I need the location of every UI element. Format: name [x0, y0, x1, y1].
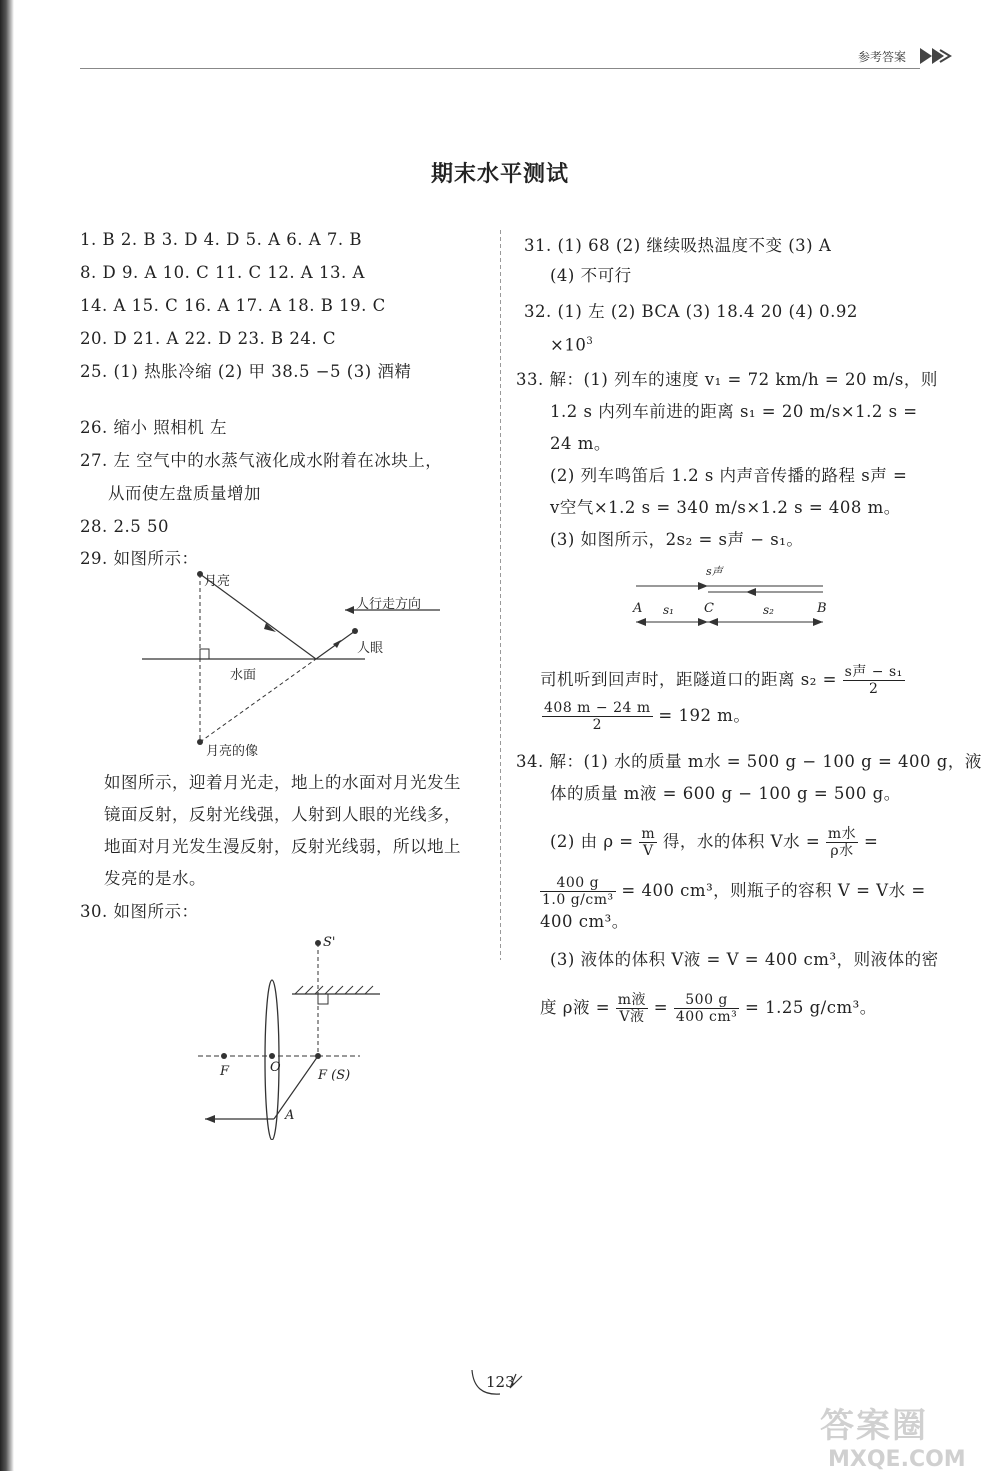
label-eye: 人眼	[357, 641, 384, 656]
watermark-brand: 答案圈	[820, 1406, 928, 1446]
answer-34-line2: 体的质量 m液 = 600 g − 100 g = 500 g。	[550, 784, 901, 803]
label-a: A	[285, 1108, 295, 1123]
fraction-numerator: m水	[827, 826, 857, 842]
label-direction: 人行走方向	[356, 597, 422, 612]
answer-33-line6: (3) 如图所示，2s₂ = s声 − s₁。	[550, 530, 804, 549]
fraction-denominator: ρ水	[830, 843, 854, 859]
answer-26: 26. 缩小 照相机 左	[80, 418, 227, 437]
answers-1-7: 1. B 2. B 3. D 4. D 5. A 6. A 7. B	[80, 230, 363, 249]
label-water: 水面	[230, 668, 257, 683]
answer-33-line5: v空气×1.2 s = 340 m/s×1.2 s = 408 m。	[550, 498, 901, 517]
fraction-denominator: V液	[619, 1009, 645, 1025]
fraction-denominator: 2	[592, 717, 603, 733]
watermark-logo	[820, 1398, 990, 1472]
label-s-sound: s声	[706, 565, 723, 578]
density-fraction-2	[674, 992, 739, 1025]
answer-31-cont: (4) 不可行	[550, 266, 632, 285]
page-title: 期末水平测试	[430, 161, 569, 187]
answer-28: 28. 2.5 50	[80, 517, 169, 536]
diagram-29-moon-reflection	[130, 560, 460, 760]
label-point-a: A	[633, 601, 643, 616]
binding-edge	[0, 0, 14, 1471]
water-volume-text: 得，水的体积 V水 =	[662, 832, 821, 851]
answer-32-exponent: 3	[586, 336, 594, 347]
label-point-b: B	[817, 601, 827, 616]
fraction-numerator: 408 m − 24 m	[544, 700, 651, 716]
explanation-29-line1: 如图所示，迎着月光走，地上的水面对月光发生	[104, 773, 461, 792]
bottle-volume-text: = 400 cm³，则瓶子的容积 V = V水 =	[621, 881, 926, 900]
fraction-numerator: 400 g	[540, 875, 616, 892]
fraction-numerator: 500 g	[674, 992, 739, 1009]
distance-text: 司机听到回声时，距隧道口的距离 s₂ =	[540, 670, 837, 689]
result-value: = 192 m。	[658, 706, 751, 725]
label-s-prime: S'	[323, 935, 336, 950]
explanation-29-line2: 镜面反射，反射光线强，人射到人眼的光线多，	[104, 805, 461, 824]
answer-32-factor: ×10	[550, 335, 587, 355]
volume-fraction	[540, 875, 616, 908]
page-number: 123	[486, 1373, 515, 1391]
header-section: 参考答案	[858, 50, 907, 64]
density-fraction-1	[616, 992, 648, 1025]
water-volume-fraction	[826, 826, 858, 859]
answer-27-cont: 从而使左盘质量增加	[108, 484, 261, 503]
liquid-density-text: 度 ρ液 =	[540, 998, 611, 1017]
answer-32: 32. (1) 左 (2) BCA (3) 18.4 20 (4) 0.92	[524, 302, 858, 321]
label-f-right: F (S)	[318, 1068, 351, 1083]
answer-34-line4	[540, 875, 926, 908]
label-moon-image: 月亮的像	[206, 744, 259, 759]
answer-34-line5: 400 cm³。	[540, 912, 629, 931]
double-arrow-icon	[918, 44, 954, 68]
fraction-numerator: m	[641, 826, 656, 842]
distance-fraction	[843, 664, 905, 697]
answers-8-13: 8. D 9. A 10. C 11. C 12. A 13. A	[80, 263, 365, 282]
answer-33-result	[542, 700, 750, 733]
answer-33-line3: 24 m。	[550, 434, 611, 453]
answer-34-line6: (3) 液体的体积 V液 = V = 400 cm³，则液体的密	[550, 950, 939, 969]
answer-33-line4: (2) 列车鸣笛后 1.2 s 内声音传播的路程 s声 =	[550, 466, 908, 485]
label-point-c: C	[704, 601, 714, 616]
answers-20-24: 20. D 21. A 22. D 23. B 24. C	[80, 329, 337, 348]
equals-sign: =	[863, 832, 879, 851]
column-divider	[500, 230, 501, 960]
fraction-numerator: m液	[617, 992, 647, 1008]
fraction-denominator: 2	[869, 681, 879, 697]
label-s1: s₁	[663, 603, 674, 617]
answers-14-19: 14. A 15. C 16. A 17. A 18. B 19. C	[80, 296, 386, 315]
label-o: O	[270, 1060, 281, 1075]
answer-33-line1: 33. 解：(1) 列车的速度 v₁ = 72 km/h = 20 m/s，则	[516, 370, 938, 389]
answer-34-line3	[550, 826, 878, 859]
result-fraction	[542, 700, 653, 733]
fraction-denominator: V	[642, 843, 654, 859]
fraction-denominator: 1.0 g/cm³	[542, 892, 614, 908]
explanation-29-line4: 发亮的是水。	[104, 869, 206, 888]
answer-34-line1: 34. 解：(1) 水的质量 m水 = 500 g − 100 g = 400 g，液	[516, 752, 982, 771]
diagram-33-echo	[628, 578, 828, 628]
page-number-swoosh	[466, 1362, 536, 1402]
fraction-numerator: s声 − s₁	[844, 664, 903, 680]
density-result: = 1.25 g/cm³。	[745, 998, 877, 1017]
answer-29: 29. 如图所示：	[80, 549, 199, 568]
equals-sign: =	[653, 998, 669, 1017]
label-f-left: F	[220, 1064, 230, 1079]
answer-25: 25. (1) 热胀冷缩 (2) 甲 38.5 −5 (3) 酒精	[80, 362, 412, 381]
watermark-site: MXQE.COM	[828, 1447, 966, 1472]
answer-33-distance	[540, 664, 905, 697]
fraction-denominator: 400 cm³	[675, 1009, 738, 1025]
answer-33-line2: 1.2 s 内列车前进的距离 s₁ = 20 m/s×1.2 s =	[550, 402, 918, 421]
label-moon: 月亮	[204, 574, 231, 589]
density-intro: (2) 由 ρ =	[550, 832, 634, 851]
answer-34-line7	[540, 992, 877, 1025]
explanation-29-line3: 地面对月光发生漫反射，反射光线弱，所以地上	[104, 837, 461, 856]
label-s2: s₂	[763, 603, 774, 617]
answer-31: 31. (1) 68 (2) 继续吸热温度不变 (3) A	[524, 236, 832, 255]
header-rule	[80, 68, 920, 69]
density-formula	[639, 826, 657, 859]
answer-30: 30. 如图所示：	[80, 902, 199, 921]
answer-32-cont	[550, 332, 593, 356]
answer-27: 27. 左 空气中的水蒸气液化成水附着在冰块上，	[80, 451, 443, 470]
